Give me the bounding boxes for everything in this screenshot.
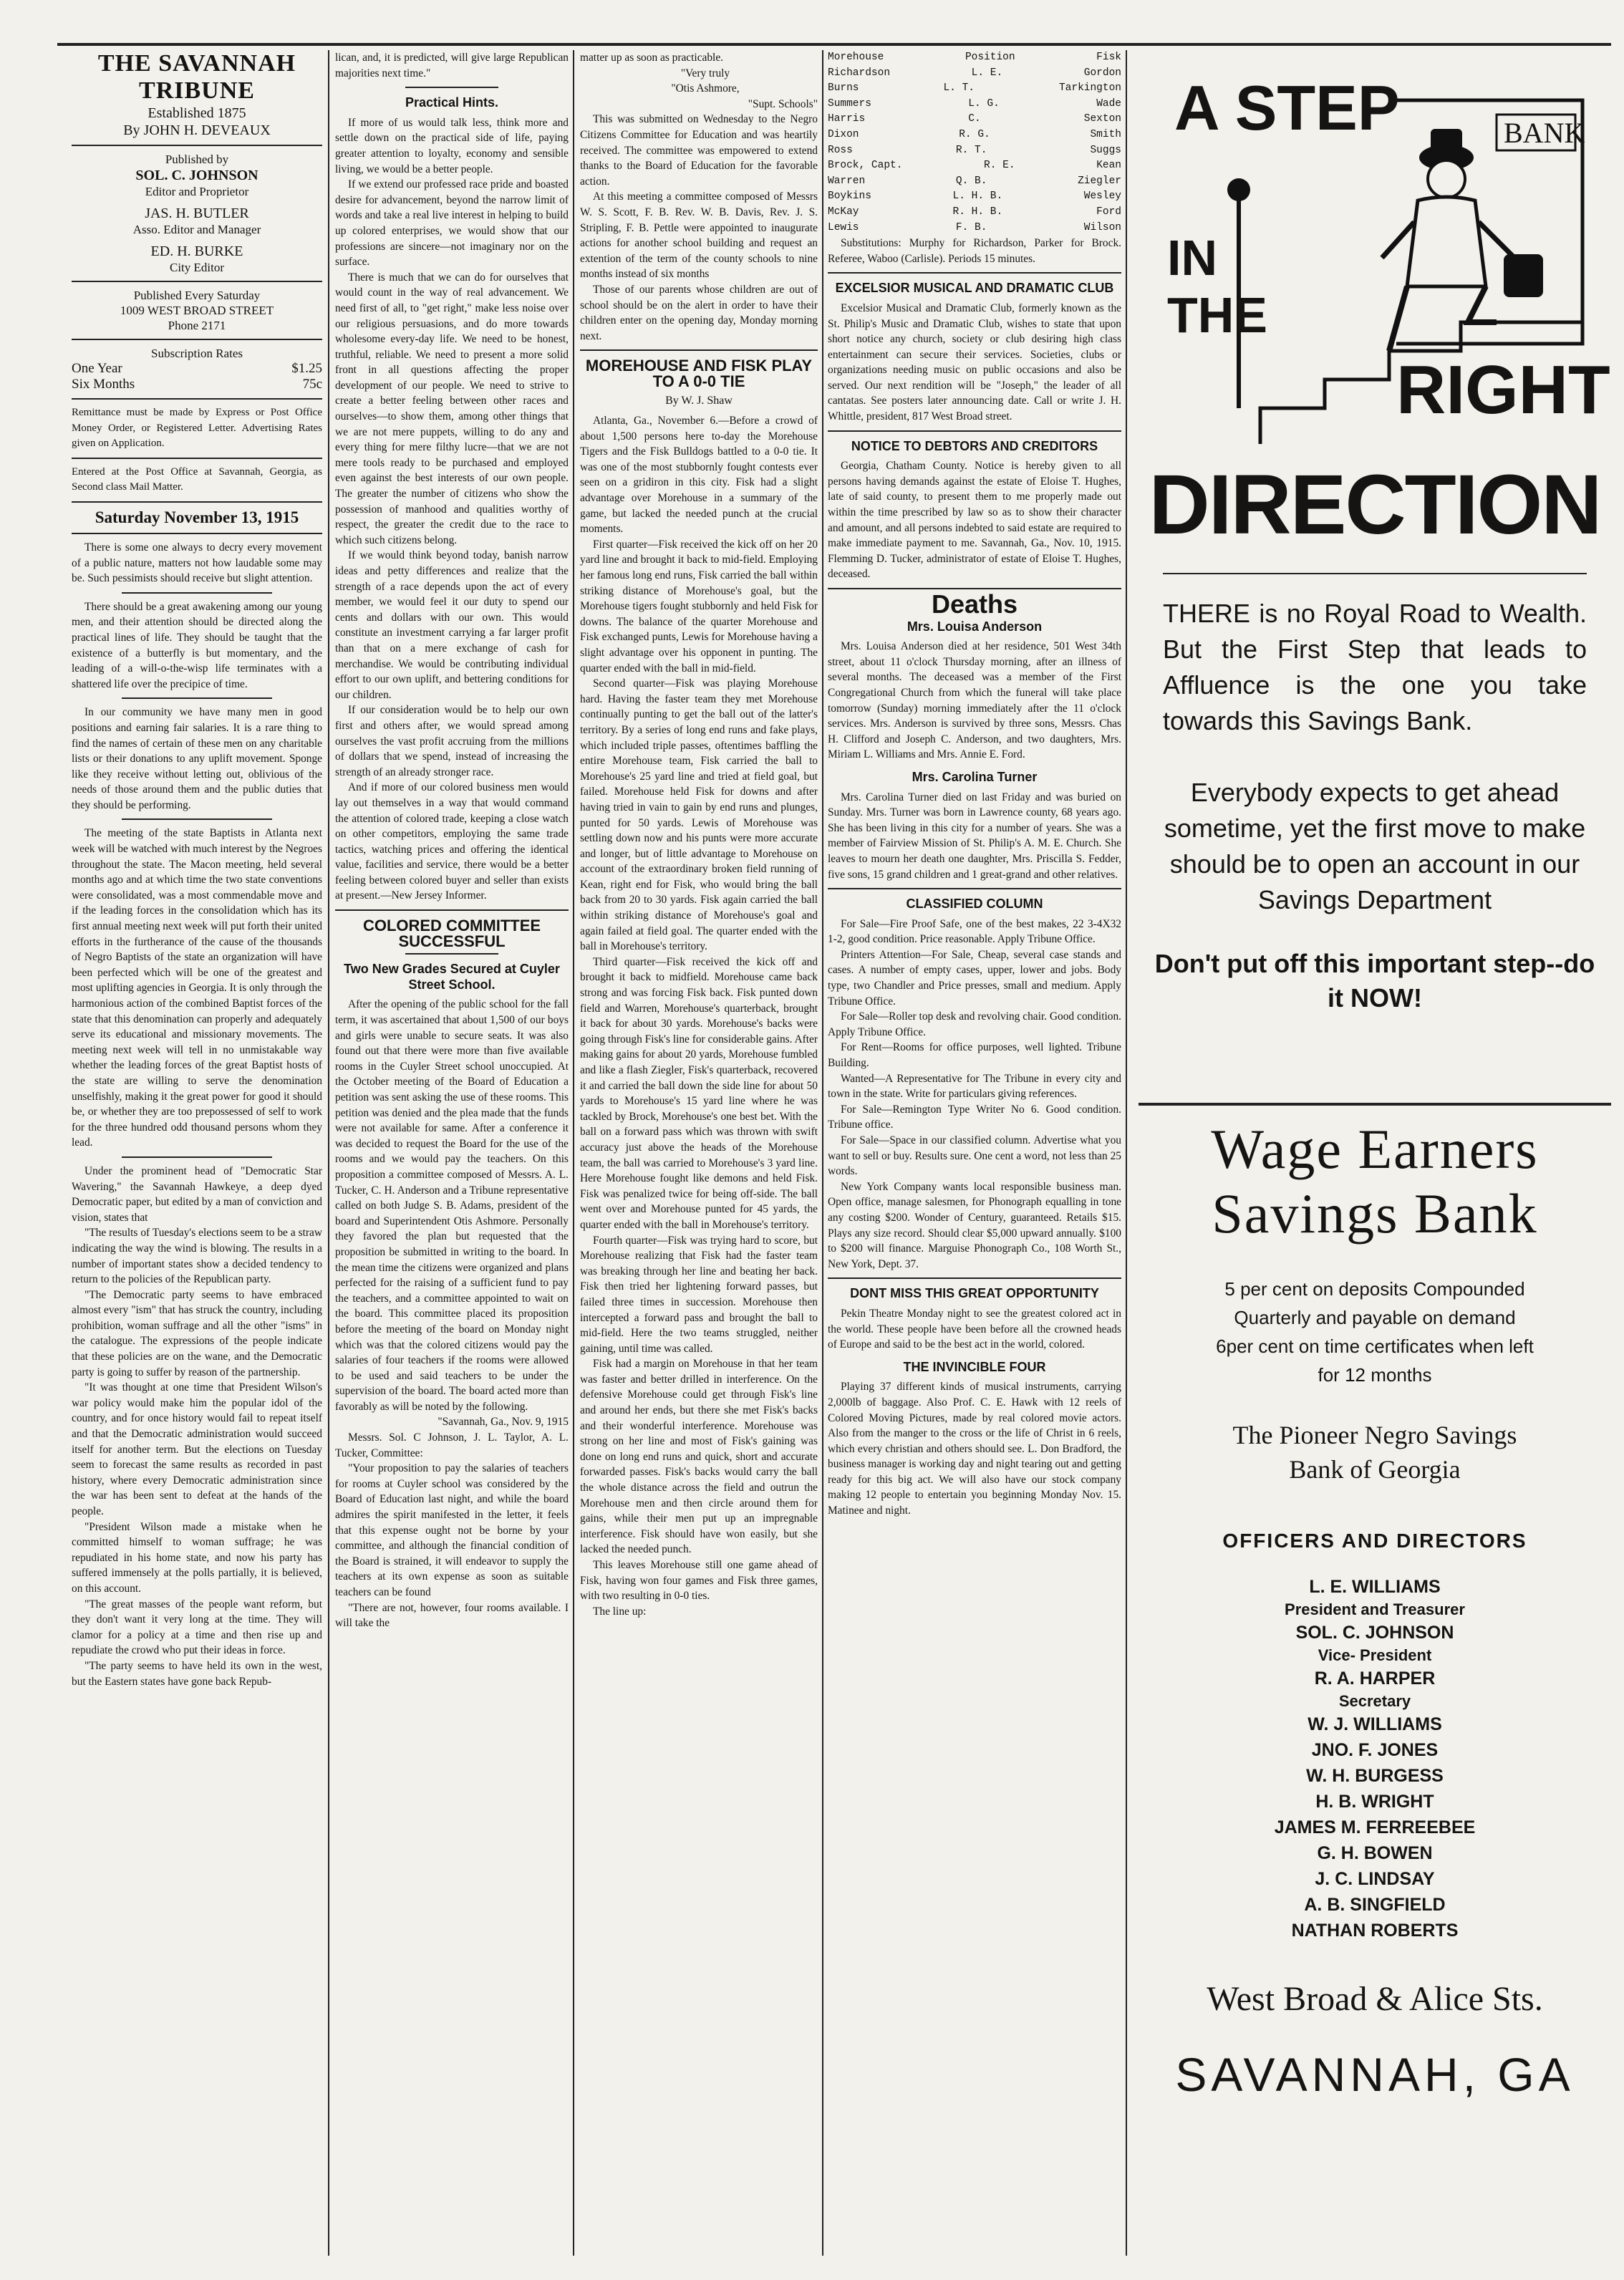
lineup-position: L. H. B. bbox=[952, 190, 1003, 203]
signature-line: "Very truly bbox=[680, 67, 730, 79]
lineup-fisk-player: Tarkington bbox=[1058, 82, 1121, 95]
paragraph: In our community we have many men in good positions and earning fair salaries. It is a rare thing to find the names of certain of these men on any charitable lists or their donations to any uplift movement. Sponge like they receive without letting out, oblivious of the needs of those around them and the public duties that they should be performing. bbox=[72, 706, 322, 811]
lineup-fisk-player: Wade bbox=[1096, 97, 1121, 110]
paragraph: The meeting of the state Baptists in Atlanta next week will be watched with much interest by the Negroes throughout the state. The Macon meeting, held several months ago and at which time the two state conventions were consolidated, was a most commendable move and if the leading forces in the consolidation which has its first annual meeting next week will put forth their united efforts in the furtherance of the cause of the thousands of Negro Baptists of the state an organization will have been perfected which will be one of the greatest and most uplifting agencies in Georgia. It is only through the harmonious action of the combined Baptist forces of the state that this denomination can properly and adequately serve its educational and missionary movements. The meeting next week will tell in no unmistakable way whether the leading forces of the great Baptist hosts of the state are willing to serve the denomination unselfishly, making it the great power for good it should be, or whether they are too prepossessed of self to work for the three hundred odd thousand persons whom they lead. bbox=[72, 827, 322, 1149]
classified-item: For Sale—Space in our classified column. Advertise what you want to sell or buy. Results sure. One cent a word, not less than 25 words. bbox=[828, 1134, 1121, 1178]
rate-line: 5 per cent on deposits Compounded bbox=[1224, 1278, 1525, 1300]
director-name: A. B. SINGFIELD bbox=[1304, 1895, 1446, 1915]
headline-deaths: Deaths bbox=[931, 589, 1018, 619]
paragraph: Atlanta, Ga., November 6.—Before a crowd of about 1,500 persons here to-day the Morehouse Tigers and the Fisk Bulldogs battled to a 0-0 tie. It was one of the most stubbornly fought contests ever seen on a gridiron in this city. Fisk had a slight advantage over Morehouse in a summary of the game, but lacked the needed punch at the crucial moments. bbox=[580, 415, 818, 536]
classified-item: New York Company wants local responsible business man. Open office, manage salesmen, for Phonograph equalling in tone any costing $200. Wonder of Century, guaranteed. Retails $15. Plays any size record. Should clear $5,000 upward annually. $100 to $200 will finance. Marguise Phonograph Co., 108 Worth St., New York, Dept. 37. bbox=[828, 1180, 1121, 1270]
paragraph: This leaves Morehouse still one game ahead of Fisk, having won four games and Fisk three games, with two resulting in 0-0 ties. bbox=[580, 1559, 818, 1603]
lineup-morehouse-player: Summers bbox=[828, 97, 871, 110]
lineup-row bbox=[828, 112, 1121, 127]
paragraph: Those of our parents whose children are out of school should be on the alert in order to have their children enter on the opening day, Monday morning next. bbox=[580, 283, 818, 342]
one-year: One Year bbox=[72, 361, 122, 376]
paragraph: If our consideration would be to help our own first and others after, we would spread among ourselves the vast profit accruing from the millions of dollars that we spend, instead of increasing the strength of an already stronger race. bbox=[335, 704, 569, 778]
headline-excelsior: EXCELSIOR MUSICAL AND DRAMATIC CLUB bbox=[835, 281, 1114, 296]
city-editor: ED. H. BURKE bbox=[150, 243, 243, 259]
column-3-text bbox=[580, 50, 818, 1619]
bank-address: West Broad & Alice Sts. bbox=[1207, 1980, 1543, 2018]
paragraph: "The great masses of the people want reform, but they don't want it very long at the time. They will clamor for a policy at a time and then rise up and repudiate the crowd who put their ideas in force. bbox=[72, 1598, 322, 1657]
paragraph: Excelsior Musical and Dramatic Club, formerly known as the St. Philip's Music and Dramatic Club, wishes to state that upon short notice any church, society or club desiring high class entertainment can secure their services. Societies, clubs or organizations needing music on public occasions and also be served. Our next rendition will be "Joseph," the leader of all cantatas. See posters later announcing date. Call or write J. H. Whittle, president, 817 West Broad street. bbox=[828, 301, 1121, 423]
lineup-rows bbox=[828, 66, 1121, 236]
ad-cta: Don't put off this important step--do it NOW! bbox=[1154, 949, 1595, 1013]
column-rule-4 bbox=[1126, 50, 1127, 2256]
director-name: J. C. LINDSAY bbox=[1315, 1869, 1435, 1889]
column-2-text bbox=[335, 50, 569, 1631]
paragraph: And if more of our colored business men would lay out themselves in a way that would command the attention of colored trade, keeping a close watch on other competitors, employing the same trade tactics, watching prices and offering the identical value, facilities and service, there would be a better feeling between colored buyer and seller than exists at present.—New Jersey Informer. bbox=[335, 781, 569, 902]
paragraph: There should be a great awakening among our young men, and their attention should be directed along the practical lines of life. They should be taught that the existence of a butterfly is but momentary, and the leading of a will-o-the-wisp life terminates with a shattered life over the precipice of time. bbox=[72, 600, 322, 690]
classified-item: Printers Attention—For Sale, Cheap, several case stands and cases. A number of empty cases, upper, lower and jobs. Body type, two Chandler and Price presses, small and medium. Apply Tribune Office. bbox=[828, 948, 1121, 1008]
paragraph: Mrs. Louisa Anderson died at her residence, 501 West 34th street, about 11 o'clock Thursday morning, after an illness of several months. The deceased was a member of the First Congregational Church from which the funeral will take place tomorrow (Sunday) morning immediately after the 11 o'clock services. Mrs. Anderson is survived by three sons, Messrs. Chas H. Clifford and Joseph C. Anderson, and two daughters, Mrs. Miriam L. Williams and Mrs. Annie E. Ford. bbox=[828, 640, 1121, 761]
lineup-table bbox=[828, 50, 1121, 236]
lineup-fisk-player: Wilson bbox=[1083, 221, 1121, 233]
ad-text-royal-road: THERE is no Royal Road to Wealth. But the First Step that leads to Affluence is the one you take towards this Savings Bank. bbox=[1163, 599, 1587, 735]
lineup-col-morehouse: Morehouse bbox=[828, 52, 884, 63]
subhead-two-new-grades: Two New Grades Secured at Cuyler Street School. bbox=[344, 962, 560, 992]
lineup-fisk-player: Smith bbox=[1090, 128, 1121, 140]
director-name: G. H. BOWEN bbox=[1317, 1843, 1433, 1863]
lineup-row bbox=[828, 158, 1121, 174]
headline-colored-committee: COLORED COMMITTEE SUCCESSFUL bbox=[362, 917, 541, 950]
headline-invincible-four: THE INVINCIBLE FOUR bbox=[903, 1359, 1046, 1374]
director-name: W. H. BURGESS bbox=[1306, 1766, 1444, 1786]
paragraph: This was submitted on Wednesday to the Negro Citizens Committee for Education and was heartily received. The committee was empowered to extend thanks to the Board of Education for the favorable action. bbox=[580, 113, 818, 188]
column-4-text bbox=[828, 236, 1121, 1519]
column-3 bbox=[580, 50, 818, 2263]
paragraph: If we extend our professed race pride and boasted desire for advancement, beyond the narrow limit of words and take a real live interest in helping to build up colored enterprises, we would show that our professions are sincere—not imaginary nor on the surface. bbox=[335, 178, 569, 269]
paragraph: Fourth quarter—Fisk was trying hard to score, but Morehouse realizing that Fisk had the faster team was breaking through her line and beating her back. Fisk then tried her lightening forward passes, but failed three times in succession. Morehouse then intercepted a forward pass and brought the ball to mid-field. Here the two teams struggled, neither gaining, until time was called. bbox=[580, 1234, 818, 1355]
assoc-editor: JAS. H. BUTLER bbox=[145, 206, 249, 221]
column-1 bbox=[72, 50, 322, 2263]
lineup-fisk-player: Ziegler bbox=[1078, 175, 1121, 187]
lineup-row bbox=[828, 143, 1121, 159]
city-role: City Editor bbox=[169, 261, 225, 274]
officers-heading: OFFICERS AND DIRECTORS bbox=[1222, 1530, 1527, 1552]
lineup-position: R. T. bbox=[955, 144, 987, 156]
lineup-morehouse-player: Dixon bbox=[828, 128, 859, 140]
lineup-position: R. H. B. bbox=[952, 206, 1003, 218]
pioneer-line-2: Bank of Georgia bbox=[1289, 1455, 1461, 1484]
classified-item: For Sale—Roller top desk and revolving chair. Good condition. Apply Tribune Office. bbox=[828, 1010, 1121, 1038]
paragraph: Under the prominent head of "Democratic Star Wavering," the Savannah Hawkeye, a deep dyed Democratic paper, but edited by a man of conviction and vision, states that bbox=[72, 1164, 322, 1224]
issue-date: Saturday November 13, 1915 bbox=[95, 508, 299, 526]
lineup-fisk-player: Ford bbox=[1096, 206, 1121, 218]
lineup-position: L. G. bbox=[968, 97, 1000, 110]
bank-name-line-1: Wage Earners bbox=[1211, 1118, 1539, 1180]
ad-text-everybody: Everybody expects to get ahead sometime, yet the first move to make should be to open an account in our Savings Department bbox=[1164, 778, 1586, 914]
officer-name: SOL. C. JOHNSON bbox=[1295, 1623, 1454, 1643]
paragraph: Third quarter—Fisk received the kick off and brought it back to midfield. Morehouse came back strong and was forcing Fisk back. Fisk punted down field and Warren, Morehouse's quarterback, brought it back for about 30 yards. Morehouse's backs were going through Fisk's line for considerable gains. After making gains for about 20 yards, Morehouse fumbled and like a flash Ziegler, Fisk's quarterback, recovered it and carried the ball down the side line for about 50 yards to Morehouse's 15 yard line where he was tackled by Brock, Morehouse's one best bet. With the ball on a forward pass which was thrown with swift accuracy just above the heads of the Morehouse team, the ball was carried to Morehouse's 3 yard line. Here Morehouse fought like demons and held Fisk. Fisk was penalized twice for being off-side. The ball went over and Morehouse punted for 45 yards, the quarter ended with the ball in Morehouse's territory. bbox=[580, 955, 818, 1231]
obituary-name: Mrs. Carolina Turner bbox=[912, 769, 1038, 784]
lineup-morehouse-player: Boykins bbox=[828, 190, 871, 203]
ad-headline-in-the: IN THE bbox=[1167, 230, 1267, 343]
rate-line: 6per cent on time certificates when left bbox=[1216, 1335, 1534, 1357]
lineup-row bbox=[828, 205, 1121, 221]
paragraph: Georgia, Chatham County. Notice is hereby given to all persons having demands against the estate of Eloise T. Hughes, late of said county, to present them to me properly made out within the time prescribed by law so as to show their character and amount, and all persons indebted to said estate are required to make immediate payment to me. Savannah, Ga., Nov. 10, 1915. Flemming D. Tucker, administrator of estate of Eloise T. Hughes, deceased. bbox=[828, 460, 1121, 581]
paragraph: Messrs. Sol. C Johnson, J. L. Taylor, A. L. Tucker, Committee: bbox=[335, 1431, 569, 1459]
bank-city: SAVANNAH, GA bbox=[1175, 2048, 1575, 2101]
bank-name-line-2: Savings Bank bbox=[1212, 1182, 1538, 1245]
paragraph: There is some one always to decry every movement of a public nature, matters not how laudable some may be. Such pessimists should receive but slight attention. bbox=[72, 541, 322, 585]
six-months-row bbox=[72, 377, 322, 392]
classified-item: For Rent—Rooms for office purposes, well lighted. Tribune Building. bbox=[828, 1041, 1121, 1070]
officer-name: R. A. HARPER bbox=[1314, 1668, 1436, 1689]
paragraph: matter up as soon as practicable. bbox=[580, 52, 724, 64]
lineup-position: L. T. bbox=[943, 82, 975, 95]
published-every: Published Every Saturday bbox=[133, 289, 261, 302]
bank-ad-step bbox=[1146, 57, 1610, 1088]
paper-title: THE SAVANNAH TRIBUNE bbox=[97, 50, 296, 104]
rate-line: Quarterly and payable on demand bbox=[1234, 1307, 1516, 1328]
founder: By JOHN H. DEVEAUX bbox=[123, 122, 271, 138]
lineup-col-position: Position bbox=[965, 52, 1015, 63]
publisher: SOL. C. JOHNSON bbox=[135, 168, 258, 183]
column-1-text bbox=[72, 540, 322, 1689]
lineup-header bbox=[828, 50, 1121, 66]
lineup-morehouse-player: Burns bbox=[828, 82, 859, 95]
address: 1009 WEST BROAD STREET bbox=[120, 304, 274, 317]
signature-line: "Supt. Schools" bbox=[748, 97, 818, 110]
lineup-morehouse-player: McKay bbox=[828, 206, 859, 218]
ad-divider bbox=[1139, 1103, 1611, 1106]
byline: By W. J. Shaw bbox=[665, 395, 733, 407]
classified-item: Wanted—A Representative for The Tribune in every city and town in the state. Write for particulars giving references. bbox=[828, 1072, 1121, 1101]
rate-line: for 12 months bbox=[1318, 1364, 1432, 1386]
lineup-morehouse-player: Richardson bbox=[828, 67, 891, 79]
lineup-fisk-player: Sexton bbox=[1083, 113, 1121, 125]
step-illustration bbox=[1160, 72, 1610, 458]
phone: Phone 2171 bbox=[168, 319, 226, 332]
headline-dont-miss: DONT MISS THIS GREAT OPPORTUNITY bbox=[850, 1286, 1099, 1301]
paragraph: "Your proposition to pay the salaries of teachers for rooms at Cuyler school was considered by the Board of Education last night, and while the board admires the spirit manifested in the letter, it feels that this expense ought not be borne by your committee, and although the financial condition of the Board is strained, it will endeavor to supply the teachers at its own expense as soon as suitable teachers can be found bbox=[335, 1462, 569, 1598]
lineup-position: C. bbox=[968, 113, 981, 125]
paragraph: "It was thought at one time that President Wilson's war policy would make him the popular idol of the country, and for once history would fail to repeat itself and that the Democratic administration would succeed itself for another term. But the elections on Tuesday seem to forecast the same results as recorded in past history, where every Democratic administration since the war has been sent to defeat at the hands of the people. bbox=[72, 1381, 322, 1517]
lineup-row bbox=[828, 174, 1121, 190]
director-name: H. B. WRIGHT bbox=[1315, 1792, 1434, 1812]
six-months: Six Months bbox=[72, 377, 135, 392]
officer-role: Secretary bbox=[1338, 1692, 1411, 1710]
lineup-row bbox=[828, 81, 1121, 97]
lineup-morehouse-player: Harris bbox=[828, 113, 866, 125]
lineup-row bbox=[828, 127, 1121, 143]
paragraph: "There are not, however, four rooms available. I will take the bbox=[335, 1601, 569, 1630]
director-name: JNO. F. JONES bbox=[1311, 1740, 1439, 1760]
paragraph: "Savannah, Ga., Nov. 9, 1915 bbox=[438, 1416, 569, 1429]
masthead bbox=[72, 50, 322, 534]
column-2 bbox=[335, 50, 569, 2263]
lineup-col-fisk: Fisk bbox=[1096, 52, 1121, 63]
lineup-row bbox=[828, 97, 1121, 112]
paragraph: There is much that we can do for ourselves that would count in the way of real advancement. We need first of all, to "get right," make less noise over our religious persuasions, and do more towards wholesome every-day life. We need to be honest, truthful, reliable. We need to present a more solid front in all questions affecting the proper development of our people. We need to strive to create a better feeling between other races and ourselves—to show them, among other things that we are not mere puppets, willing to do any and every thing for mere filthy lucre—that we are not mere tools ready to be purchased and employed even against the best interests of our own people. The greater the number of citizens who show the possession of manhood and qualities worthy of respect, the greater the credit due to the race to which such citizens belong. bbox=[335, 271, 569, 546]
director-name: JAMES M. FERREEBEE bbox=[1274, 1817, 1476, 1837]
lineup-morehouse-player: Warren bbox=[828, 175, 866, 187]
lineup-position: F. B. bbox=[955, 221, 987, 233]
lineup-morehouse-player: Lewis bbox=[828, 221, 859, 233]
paragraph: If more of us would talk less, think more and settle down on the practical side of life, paying greater attention to loyalty, economy and sensible living, we would be a better people. bbox=[335, 116, 569, 175]
director-name: NATHAN ROBERTS bbox=[1291, 1921, 1459, 1941]
lineup-row bbox=[828, 66, 1121, 82]
established: Established 1875 bbox=[148, 105, 246, 121]
paragraph: The line up: bbox=[593, 1605, 647, 1618]
paragraph: Pekin Theatre Monday night to see the greatest colored act in the world. These people have been before all the crowned heads of Europe and said to be the best act in the world, colored. bbox=[828, 1307, 1121, 1351]
column-4 bbox=[828, 50, 1121, 2263]
ad-headline-a-step: A STEP bbox=[1174, 72, 1400, 143]
lineup-row bbox=[828, 189, 1121, 205]
paragraph: "The party seems to have held its own in the west, but the Eastern states have gone back Repub- bbox=[72, 1659, 322, 1688]
paragraph: "The results of Tuesday's elections seem to be a straw indicating the way the wind is blowing. The results in a number of important states show a decided tendency to return to the policies of the Republican party. bbox=[72, 1227, 322, 1286]
paragraph: Mrs. Carolina Turner died on last Friday and was buried on Sunday. Mrs. Turner was born in Lawrence county, 68 years ago. She has been living in this city for a number of years. She was a member of Fairview Mission of St. Philip's A. M. E. Church. She leaves to mourn her death one daughter, Mrs. Priscilla S. Fedder, five sons, 15 grand children and 1 great-grand and other relatives. bbox=[828, 791, 1121, 881]
officer-role: President and Treasurer bbox=[1285, 1600, 1465, 1618]
obituary-name: Mrs. Louisa Anderson bbox=[907, 619, 1043, 634]
headline-classified: CLASSIFIED COLUMN bbox=[906, 897, 1043, 912]
publisher-role: Editor and Proprietor bbox=[145, 185, 249, 198]
headline-practical-hints: Practical Hints. bbox=[405, 95, 499, 110]
lineup-position: Q. B. bbox=[955, 175, 987, 187]
pioneer-line-1: The Pioneer Negro Savings bbox=[1232, 1421, 1517, 1449]
lineup-fisk-player: Gordon bbox=[1083, 67, 1121, 79]
top-rule bbox=[57, 43, 1611, 46]
lineup-position: R. G. bbox=[959, 128, 990, 140]
lineup-fisk-player: Wesley bbox=[1083, 190, 1121, 203]
one-year-row bbox=[72, 361, 322, 377]
six-months-price: 75c bbox=[302, 377, 322, 392]
lineup-row bbox=[828, 221, 1121, 236]
paragraph: Playing 37 different kinds of musical instruments, carrying 2,000lb of baggage. Also Prof. C. E. Hawk with 12 reels of Colored Moving Pictures, made by real colored movie actors. Also from the manger to the cross or the life of Christ in 6 reels, which every christian and others should see. L. Don Bradford, the business manager is working day and night tearing out and getting ready for this big act. We will also have our stock company making 12 people to entertain you beginning Monday Nov. 15. Matinee and night. bbox=[828, 1381, 1121, 1517]
column-rule-3 bbox=[822, 50, 823, 2256]
remittance: Remittance must be made by Express or Post Office Money Order, or Registered Letter. Advertising Rates given on Application. bbox=[72, 407, 322, 450]
classified-item: For Sale—Fire Proof Safe, one of the best makes, 22 3-4X32 1-2, good condition. Price reasonable. Apply Tribune Office. bbox=[828, 917, 1121, 946]
lineup-morehouse-player: Brock, Capt. bbox=[828, 160, 903, 172]
paragraph: If we would think beyond today, banish narrow ideas and petty differences and realize that the strength of a race depends upon the act of every member, we would feel it our duty to spend our cents and dollars with our own. This would constitute an investment carrying a far larger profit than that on a mere exchange of cash for merchandise. We would be contributing individual effort to our own uplift, and bettering conditions for our children. bbox=[335, 549, 569, 701]
officer-name: L. E. WILLIAMS bbox=[1309, 1577, 1441, 1597]
column-rule-2 bbox=[573, 50, 574, 2256]
lineup-fisk-player: Kean bbox=[1096, 160, 1121, 172]
assoc-role: Asso. Editor and Manager bbox=[132, 223, 261, 236]
one-year-price: $1.25 bbox=[291, 361, 322, 376]
paragraph: At this meeting a committee composed of Messrs W. S. Scott, F. B. Rev. W. B. Davis, Rev. J. S. Stripling, F. B. Pettle were appointed to inaugurate actions for another school building and request an extention of the term of the county schools to nine months instead of six months bbox=[580, 190, 818, 281]
lineup-position: R. E. bbox=[984, 160, 1015, 172]
paragraph: Substitutions: Murphy for Richardson, Parker for Brock. Referee, Waboo (Carlisle). Periods 15 minutes. bbox=[828, 237, 1121, 265]
paragraph: "The Democratic party seems to have embraced almost every "ism" that has struck the country, including prohibition, woman suffrage and all the other "isms" in the catalogue. The expressions of the people indicate that these policies are on the wane, and the Democratic party is going to suffer by reason of the partnership. bbox=[72, 1288, 322, 1378]
lineup-morehouse-player: Ross bbox=[828, 144, 853, 156]
paragraph: First quarter—Fisk received the kick off on her 20 yard line and brought it back to mid-field. Employing her famous long end runs, Fisk carried the ball within striking distance of Morehouse's goal, but the Morehouse tigers fought stubbornly and held Fisk for downs. The balance of the quarter Morehouse and Fisk exchanged punts, Lewis for Morehouse having a slight advantage over his opponent in punting. The quarter ended with the ball in mid-field. bbox=[580, 538, 818, 675]
column-rule-1 bbox=[328, 50, 329, 2256]
paragraph: Second quarter—Fisk was playing Morehouse hard. Having the faster team they met Morehouse continually punting to get the ball out of the latter's territory. By a series of long end runs and fake plays, which included triple passes, oftentimes baffling the entire Morehouse team, Fisk carried the ball to Morehouse's 25 yard line and tried at field goal, but failed. Morehouse held Fisk for downs and after having tried in vain to gain by end runs and plunges, punted for 50 yards. Lewis of Morehouse was settling down now and his punts were more accurate and longer, but of little advantage to Morehouse on account of the extraordinary broken field running of Kean, right end for Fisk, who would bring the ball back from 20 to 30 yards. Fisk again carried the ball within striking distance of Morehouse's goal and again failed at field goal. The quarter ended with the ball in Morehouse's territory. bbox=[580, 677, 818, 953]
ad-headline-right: RIGHT bbox=[1396, 352, 1610, 428]
bank-ad-wage-earners bbox=[1146, 1110, 1604, 2248]
paragraph: lican, and, it is predicted, will give large Republican majorities next time." bbox=[335, 52, 569, 79]
paragraph: "President Wilson made a mistake when he committed himself to woman suffrage; he was repudiated in his home state, and now his party has suffered immensely at the polls partially, it is believed, on this account. bbox=[72, 1520, 322, 1595]
paragraph: After the opening of the public school for the fall term, it was ascertained that about 1,500 of our boys and girls were unable to secure seats. It was also found out that there were more than five available rooms in the Cuyler Street school unoccupied. At the October meeting of the Board of Education a petition was sent asking the use of these rooms. This petition was denied and the plea made that the funds were not available for same. After a conference it was decided to request the Board for the use of the rooms and we would pay the teachers. On this proposition a committee composed of Messrs. A. L. Tucker, C. H. Anderson and a Tribune representative called on both Judge S. B. Adams, president of the board and Superintendent Otis Ashmore. Personally they favored the plan but requested that the proposition be submitted in writing to the board. In the mean time the citizens were organized and plans perfected for the raising of a sufficient fund to pay the teachers, and a committee appointed to wait on the board. This committee placed its proposition before the meeting of the board on Monday night which was that the colored citizens would pay the salaries of four teachers if the rooms were allowed to be used and said teachers to be under the supervision of the board. The board acted more than favorably as will be noted by the following. bbox=[335, 998, 569, 1413]
lineup-position: L. E. bbox=[971, 67, 1003, 79]
director-name: W. J. WILLIAMS bbox=[1308, 1714, 1442, 1734]
entered: Entered at the Post Office at Savannah, Georgia, as Second class Mail Matter. bbox=[72, 465, 322, 493]
signature-line: "Otis Ashmore, bbox=[671, 82, 740, 95]
bank-sign: BANK bbox=[1504, 117, 1585, 149]
lineup-fisk-player: Suggs bbox=[1090, 144, 1121, 156]
classified-item: For Sale—Remington Type Writer No 6. Good condition. Tribune office. bbox=[828, 1103, 1121, 1131]
ad-headline-direction: DIRECTION bbox=[1149, 458, 1601, 552]
headline-notice-debtors: NOTICE TO DEBTORS AND CREDITORS bbox=[851, 438, 1098, 453]
officer-role: Vice- President bbox=[1318, 1646, 1432, 1664]
published-by: Published by bbox=[165, 153, 229, 166]
paragraph: Fisk had a margin on Morehouse in that her team was faster and better drilled in interference. On the defensive Morehouse could get through Fisk's line and around her ends, but there she met Fisk's backs and their wonderful interference. Morehouse was strong on her line and most of Fisk's gaining was done on long end runs and quick, short and accurate forwarded passes. Fisk's backs would carry the ball the whole distance across the field and outrun the Morehouse men and then circle around them for gains, while their men put up an impregnable interference. Fisk should have won easily, but she lacked the needed punch. bbox=[580, 1358, 818, 1556]
headline-morehouse-fisk: MOREHOUSE AND FISK PLAY TO A 0-0 TIE bbox=[585, 357, 813, 390]
sub-rates-label: Subscription Rates bbox=[151, 347, 243, 360]
